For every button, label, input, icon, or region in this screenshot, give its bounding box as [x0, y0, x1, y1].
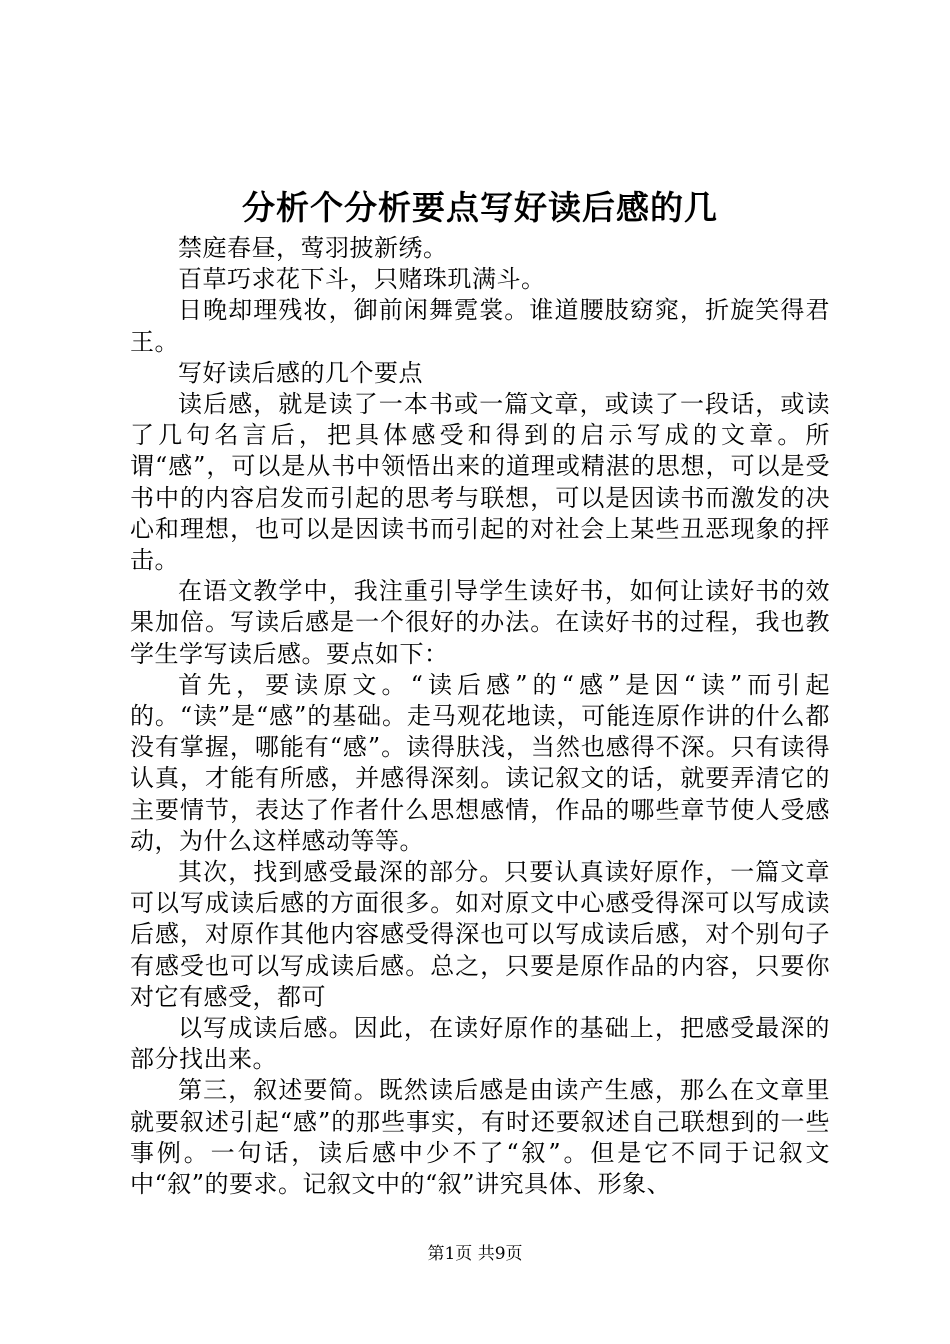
document-title: 分析个分析要点写好读后感的几: [242, 188, 718, 227]
page-number: 第1页 共9页: [427, 1244, 523, 1264]
paragraph: 第三，叙述要简。既然读后感是由读产生感，那么在文章里就要叙述引起“感”的那些事实，有时还要叙述自己联想到的一些事例。一句话，读后感中少不了“叙”。但是它不同于记叙文中“叙”的要求。记叙文中的“叙”讲究具体、形象、: [130, 1076, 830, 1199]
paragraph: 以写成读后感。因此，在读好原作的基础上，把感受最深的部分找出来。: [130, 1014, 830, 1074]
paragraph: 其次，找到感受最深的部分。只要认真读好原作，一篇文章可以写成读后感的方面很多。如对原文中心感受得深可以写成读后感，对原作其他内容感受得深也可以写成读后感，对个别句子有感受也可以写成读后感。总之，只要是原作品的内容，只要你对它有感受，都可: [130, 858, 830, 1011]
paragraph: 日晚却理残妆，御前闲舞霓裳。谁道腰肢窈窕，折旋笑得君王。: [130, 296, 830, 356]
paragraph: 读后感，就是读了一本书或一篇文章，或读了一段话，或读了几句名言后，把具体感受和得到的启示写成的文章。所谓“感”，可以是从书中领悟出来的道理或精湛的思想，可以是受书中的内容启发而引起的思考与联想，可以是因读书而激发的决心和理想，也可以是因读书而引起的对社会上某些丑恶现象的抨击。: [130, 390, 830, 575]
section-heading: 写好读后感的几个要点: [178, 358, 423, 387]
document-body: [130, 233, 830, 1200]
paragraph: 在语文教学中，我注重引导学生读好书，如何让读好书的效果加倍。写读后感是一个很好的办法。在读好书的过程，我也教学生学写读后感。要点如下：: [130, 577, 830, 668]
paragraph: 百草巧求花下斗，只赌珠玑满斗。: [178, 265, 546, 294]
paragraph: 禁庭春昼，莺羽披新绣。: [178, 234, 448, 262]
paragraph: 首先，要读原文。“读后感”的“感”是因“读”而引起的。“读”是“感”的基础。走马观花地读，可能连原作讲的什么都没有掌握，哪能有“感”。读得肤浅，当然也感得不深。只有读得认真，才能有所感，并感得深刻。读记叙文的话，就要弄清它的主要情节，表达了作者什么思想感情，作品的哪些章节使人受感动，为什么这样感动等等。: [130, 670, 830, 855]
